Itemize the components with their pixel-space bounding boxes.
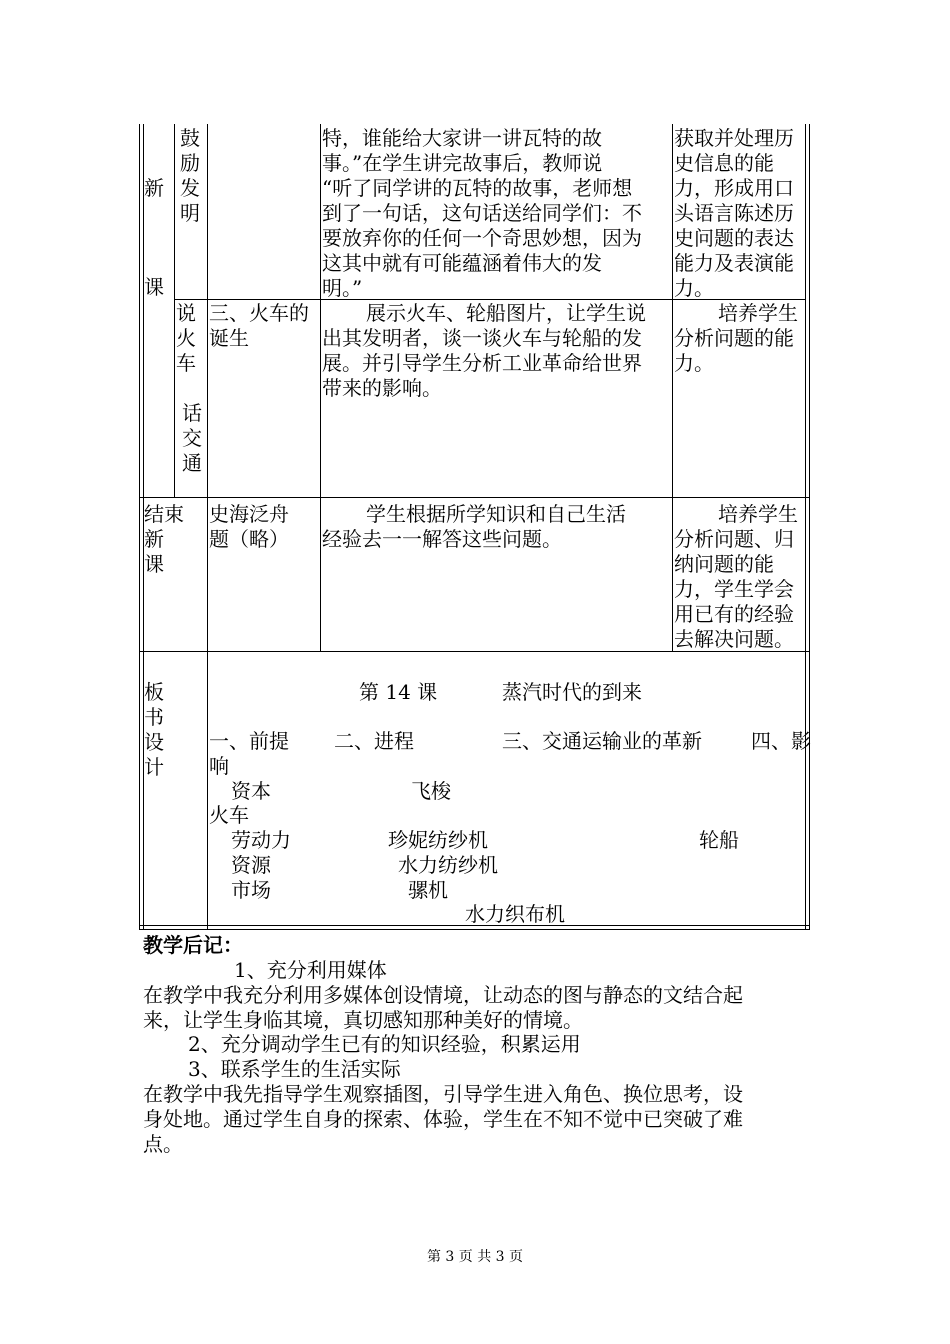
board-heading-2: 二、进程 [334, 729, 414, 753]
row1-method-line-1: 特，谁能给大家讲一讲瓦特的故 [322, 126, 602, 150]
row2-section-line-2: 诞生 [209, 326, 249, 350]
board-process-3: 水力纺纱机 [398, 853, 498, 877]
row2-method-line-1: 展示火车、轮船图片，让学生说 [366, 301, 646, 325]
board-heading-4-cont: 响 [209, 754, 229, 778]
col2-huajiaotong-1: 话 [182, 401, 202, 425]
row2-goal-line-1: 培养学生 [718, 301, 798, 325]
row1-goal-line-5: 史问题的表达 [674, 226, 794, 250]
col1-ke: 课 [144, 275, 164, 299]
board-heading-1: 一、前提 [209, 729, 289, 753]
page-footer: 第 3 页 共 3 页 [426, 1249, 524, 1265]
notes-paragraph-1-line-1: 在教学中我充分利用多媒体创设情境，让动态的图与静态的文结合起 [143, 983, 743, 1007]
row1-method-line-3: “听了同学讲的瓦特的故事，老师想 [322, 176, 633, 200]
col2-huajiaotong-3: 通 [182, 451, 202, 475]
row3-method-line-2: 经验去一一解答这些问题。 [322, 527, 562, 551]
row3-section-line-2: 题（略） [209, 527, 289, 551]
board-premise-4: 市场 [231, 878, 271, 902]
row3-stage-line-1: 结束 [144, 502, 184, 526]
board-heading-4: 四、影 [751, 729, 811, 753]
row4-stage-line-2: 书 [144, 705, 164, 729]
notes-paragraph-2-line-3: 点。 [143, 1132, 183, 1156]
notes-paragraph-1-line-2: 来，让学生身临其境，真切感知那种美好的情境。 [143, 1008, 583, 1032]
board-premise-1: 资本 [231, 779, 271, 803]
row2-section-line-1: 三、火车的 [209, 301, 309, 325]
board-process-1: 飞梭 [411, 779, 451, 803]
row2-goal-line-2: 分析问题的能 [674, 326, 794, 350]
row1-goal-line-6: 能力及表演能 [674, 251, 794, 275]
row3-section-line-1: 史海泛舟 [209, 502, 289, 526]
col2-guli-3: 发 [180, 176, 200, 200]
col2-shuohuoche-1: 说 [176, 301, 196, 325]
row1-goal-line-7: 力。 [674, 276, 714, 300]
col2-guli-2: 励 [180, 151, 200, 175]
row3-goal-line-1: 培养学生 [718, 502, 798, 526]
row3-goal-line-5: 用已有的经验 [674, 602, 794, 626]
row1-goal-line-4: 头语言陈述历 [674, 201, 794, 225]
col1-xin: 新 [144, 176, 164, 200]
row3-goal-line-3: 纳问题的能 [674, 552, 774, 576]
board-lesson-number: 第 14 课 [359, 680, 438, 704]
row3-stage-line-2: 新 [144, 527, 164, 551]
row4-stage-line-4: 计 [144, 755, 164, 779]
col2-guli-4: 明 [180, 201, 200, 225]
col2-huajiaotong-2: 交 [182, 426, 202, 450]
row1-method-line-2: 事。”在学生讲完故事后，教师说 [322, 151, 603, 175]
row3-stage-line-3: 课 [144, 552, 164, 576]
notes-heading: 教学后记： [143, 933, 243, 957]
col2-shuohuoche-3: 车 [176, 351, 196, 375]
board-heading-3: 三、交通运输业的革新 [502, 729, 702, 753]
notes-paragraph-2-line-1: 在教学中我先指导学生观察插图，引导学生进入角色、换位思考，设 [143, 1082, 743, 1106]
notes-item-1: 1、充分利用媒体 [234, 958, 387, 982]
board-lesson-title: 蒸汽时代的到来 [502, 680, 642, 704]
board-transport-1: 火车 [209, 803, 249, 827]
row1-method-line-4: 到了一句话，这句话送给同学们：不 [322, 201, 642, 225]
row1-method-line-7: 明。” [322, 276, 363, 300]
row1-method-line-6: 这其中就有可能蕴涵着伟大的发 [322, 251, 602, 275]
col2-shuohuoche-2: 火 [176, 326, 196, 350]
row1-goal-line-2: 史信息的能 [674, 151, 774, 175]
board-process-5: 水力织布机 [465, 902, 565, 926]
notes-paragraph-2-line-2: 身处地。通过学生自身的探索、体验，学生在不知不觉中已突破了难 [143, 1107, 743, 1131]
row3-goal-line-4: 力，学生学会 [674, 577, 794, 601]
row2-method-line-2: 出其发明者，谈一谈火车与轮船的发 [322, 326, 642, 350]
board-process-2: 珍妮纺纱机 [388, 828, 488, 852]
board-transport-2: 轮船 [699, 828, 739, 852]
row3-goal-line-2: 分析问题、归 [674, 527, 794, 551]
row2-method-line-3: 展。并引导学生分析工业革命给世界 [322, 351, 642, 375]
row1-goal-line-1: 获取并处理历 [674, 126, 794, 150]
row2-method-line-4: 带来的影响。 [322, 376, 442, 400]
notes-item-3: 3、联系学生的生活实际 [188, 1057, 401, 1081]
row1-method-line-5: 要放弃你的任何一个奇思妙想，因为 [322, 226, 642, 250]
board-premise-2: 劳动力 [231, 828, 291, 852]
row4-stage-line-1: 板 [144, 680, 164, 704]
board-process-4: 骡机 [408, 878, 448, 902]
row2-goal-line-3: 力。 [674, 351, 714, 375]
notes-item-2: 2、充分调动学生已有的知识经验，积累运用 [188, 1032, 581, 1056]
col2-guli-1: 鼓 [180, 126, 200, 150]
row4-stage-line-3: 设 [144, 730, 164, 754]
row3-method-line-1: 学生根据所学知识和自己生活 [366, 502, 626, 526]
row1-goal-line-3: 力，形成用口 [674, 176, 794, 200]
board-premise-3: 资源 [231, 853, 271, 877]
row3-goal-line-6: 去解决问题。 [674, 627, 794, 651]
